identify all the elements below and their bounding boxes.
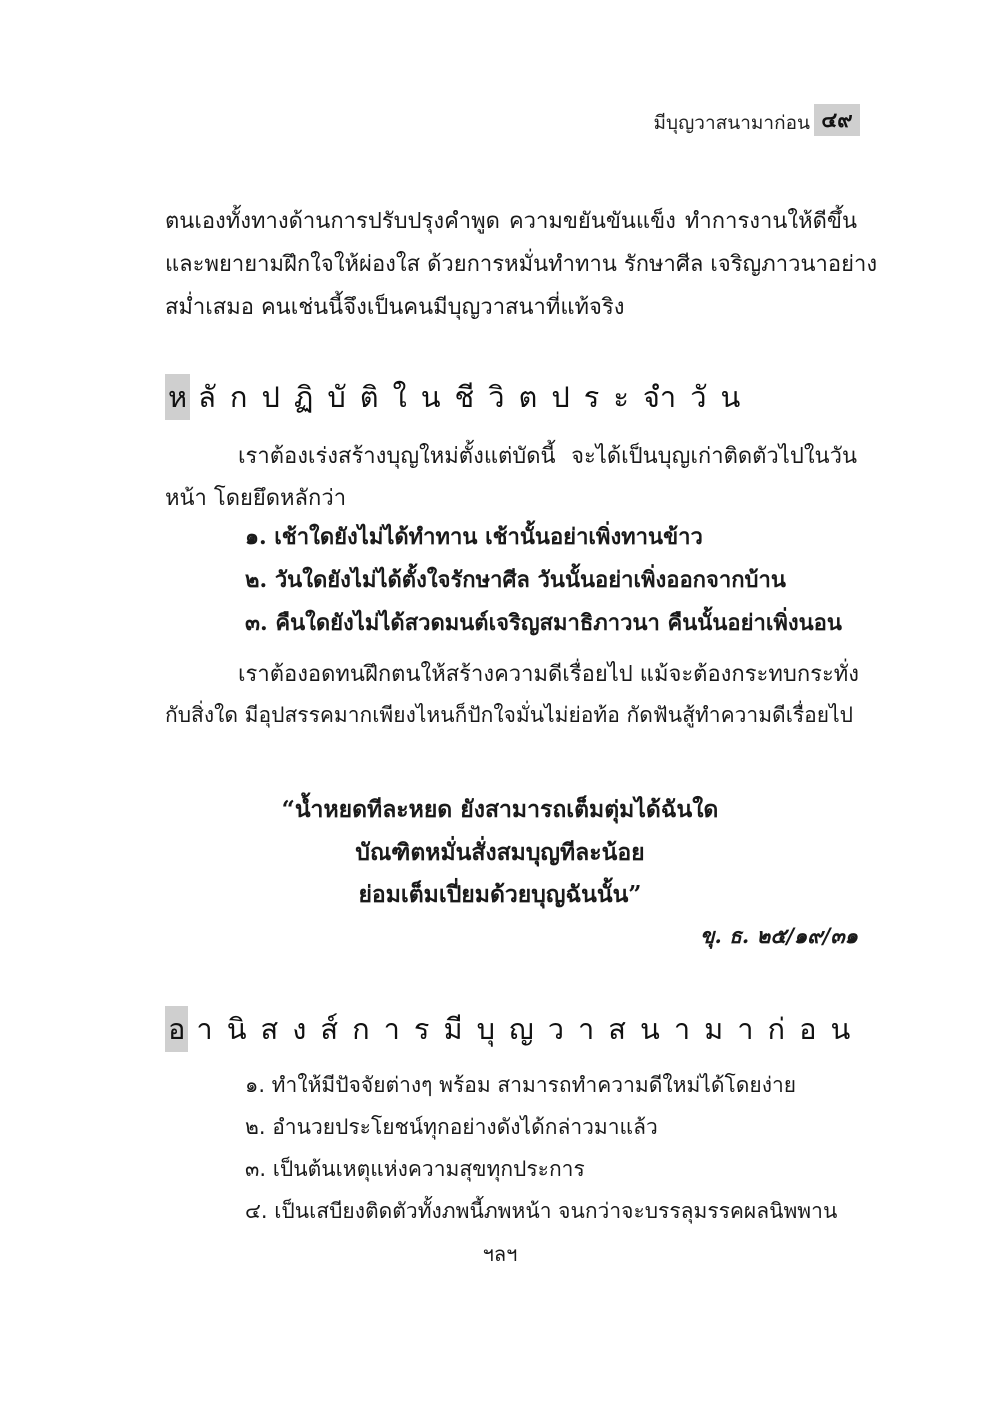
paragraph-line: หน้า โดยยึดหลักว่า [165,486,347,511]
quote-line: “น้ำหยดทีละหยด ยังสามารถเต็มตุ่มได้ฉันใด [281,796,719,823]
paragraph-line: กับสิ่งใด มีอุปสรรคมากเพียงไหนก็ปักใจมั่นไม่ย่อท้อ กัดฟันสู้ทำความดีเรื่อยไป [165,703,853,727]
benefit-item: ๑. ทำให้มีปัจจัยต่างๆ พร้อม สามารถทำความดีใหม่ได้โดยง่าย [245,1073,797,1097]
paragraph-line: สม่ำเสมอ คนเช่นนี้จึงเป็นคนมีบุญวาสนาที่แท้จริง [165,295,625,320]
benefit-item: ๔. เป็นเสบียงติดตัวทั้งภพนี้ภพหน้า จนกว่าจะบรรลุมรรคผลนิพพาน [245,1199,838,1223]
paragraph-line: ตนเองทั้งทางด้านการปรับปรุงคำพูด ความขยันขันแข็ง ทำการงานให้ดีขึ้น [165,209,857,234]
section-heading-daily-practice [165,374,754,420]
heading-initial-letter: อ [165,1006,188,1052]
quote-line: ย่อมเต็มเปี่ยมด้วยบุญฉันนั้น” [358,881,642,908]
principle-item: ๒. วันใดยังไม่ได้ตั้งใจรักษาศีล วันนั้นอย่าเพิ่งออกจากบ้าน [245,567,786,593]
paragraph-line: เราต้องเร่งสร้างบุญใหม่ตั้งแต่บัดนี้ จะได้เป็นบุญเก่าติดตัวไปในวัน [238,444,857,469]
benefit-item: ๓. เป็นต้นเหตุแห่งความสุขทุกประการ [245,1157,585,1181]
running-title: มีบุญวาสนามาก่อน [653,112,810,134]
principle-item: ๑. เช้าใดยังไม่ได้ทำทาน เช้านั้นอย่าเพิ่งทานข้าว [245,524,703,550]
benefit-item: ๒. อำนวยประโยชน์ทุกอย่างดังได้กล่าวมาแล้ว [245,1115,658,1139]
heading-initial-letter: ห [165,374,190,420]
paragraph-line: เราต้องอดทนฝึกตนให้สร้างความดีเรื่อยไป แม้จะต้องกระทบกระทั่ง [238,662,860,687]
heading-text: านิสงส์การมีบุญวาสนามาก่อน [196,1012,865,1046]
heading-text: ลักปฏิบัติในชีวิตประจำวัน [198,380,755,414]
ending-mark: ฯลฯ [482,1242,518,1266]
page-number: ๔๙ [814,104,860,136]
principle-item: ๓. คืนใดยังไม่ได้สวดมนต์เจริญสมาธิภาวนา คืนนั้นอย่าเพิ่งนอน [245,610,842,636]
quote-line: บัณฑิตหมั่นสั่งสมบุญทีละน้อย [355,839,645,866]
paragraph-line: และพยายามฝึกใจให้ผ่องใส ด้วยการหมั่นทำทาน รักษาศีล เจริญภาวนาอย่าง [165,252,878,277]
quote-citation: ขุ. ธ. ๒๕/๑๙/๓๑ [700,923,858,948]
section-heading-benefits [165,1006,864,1052]
